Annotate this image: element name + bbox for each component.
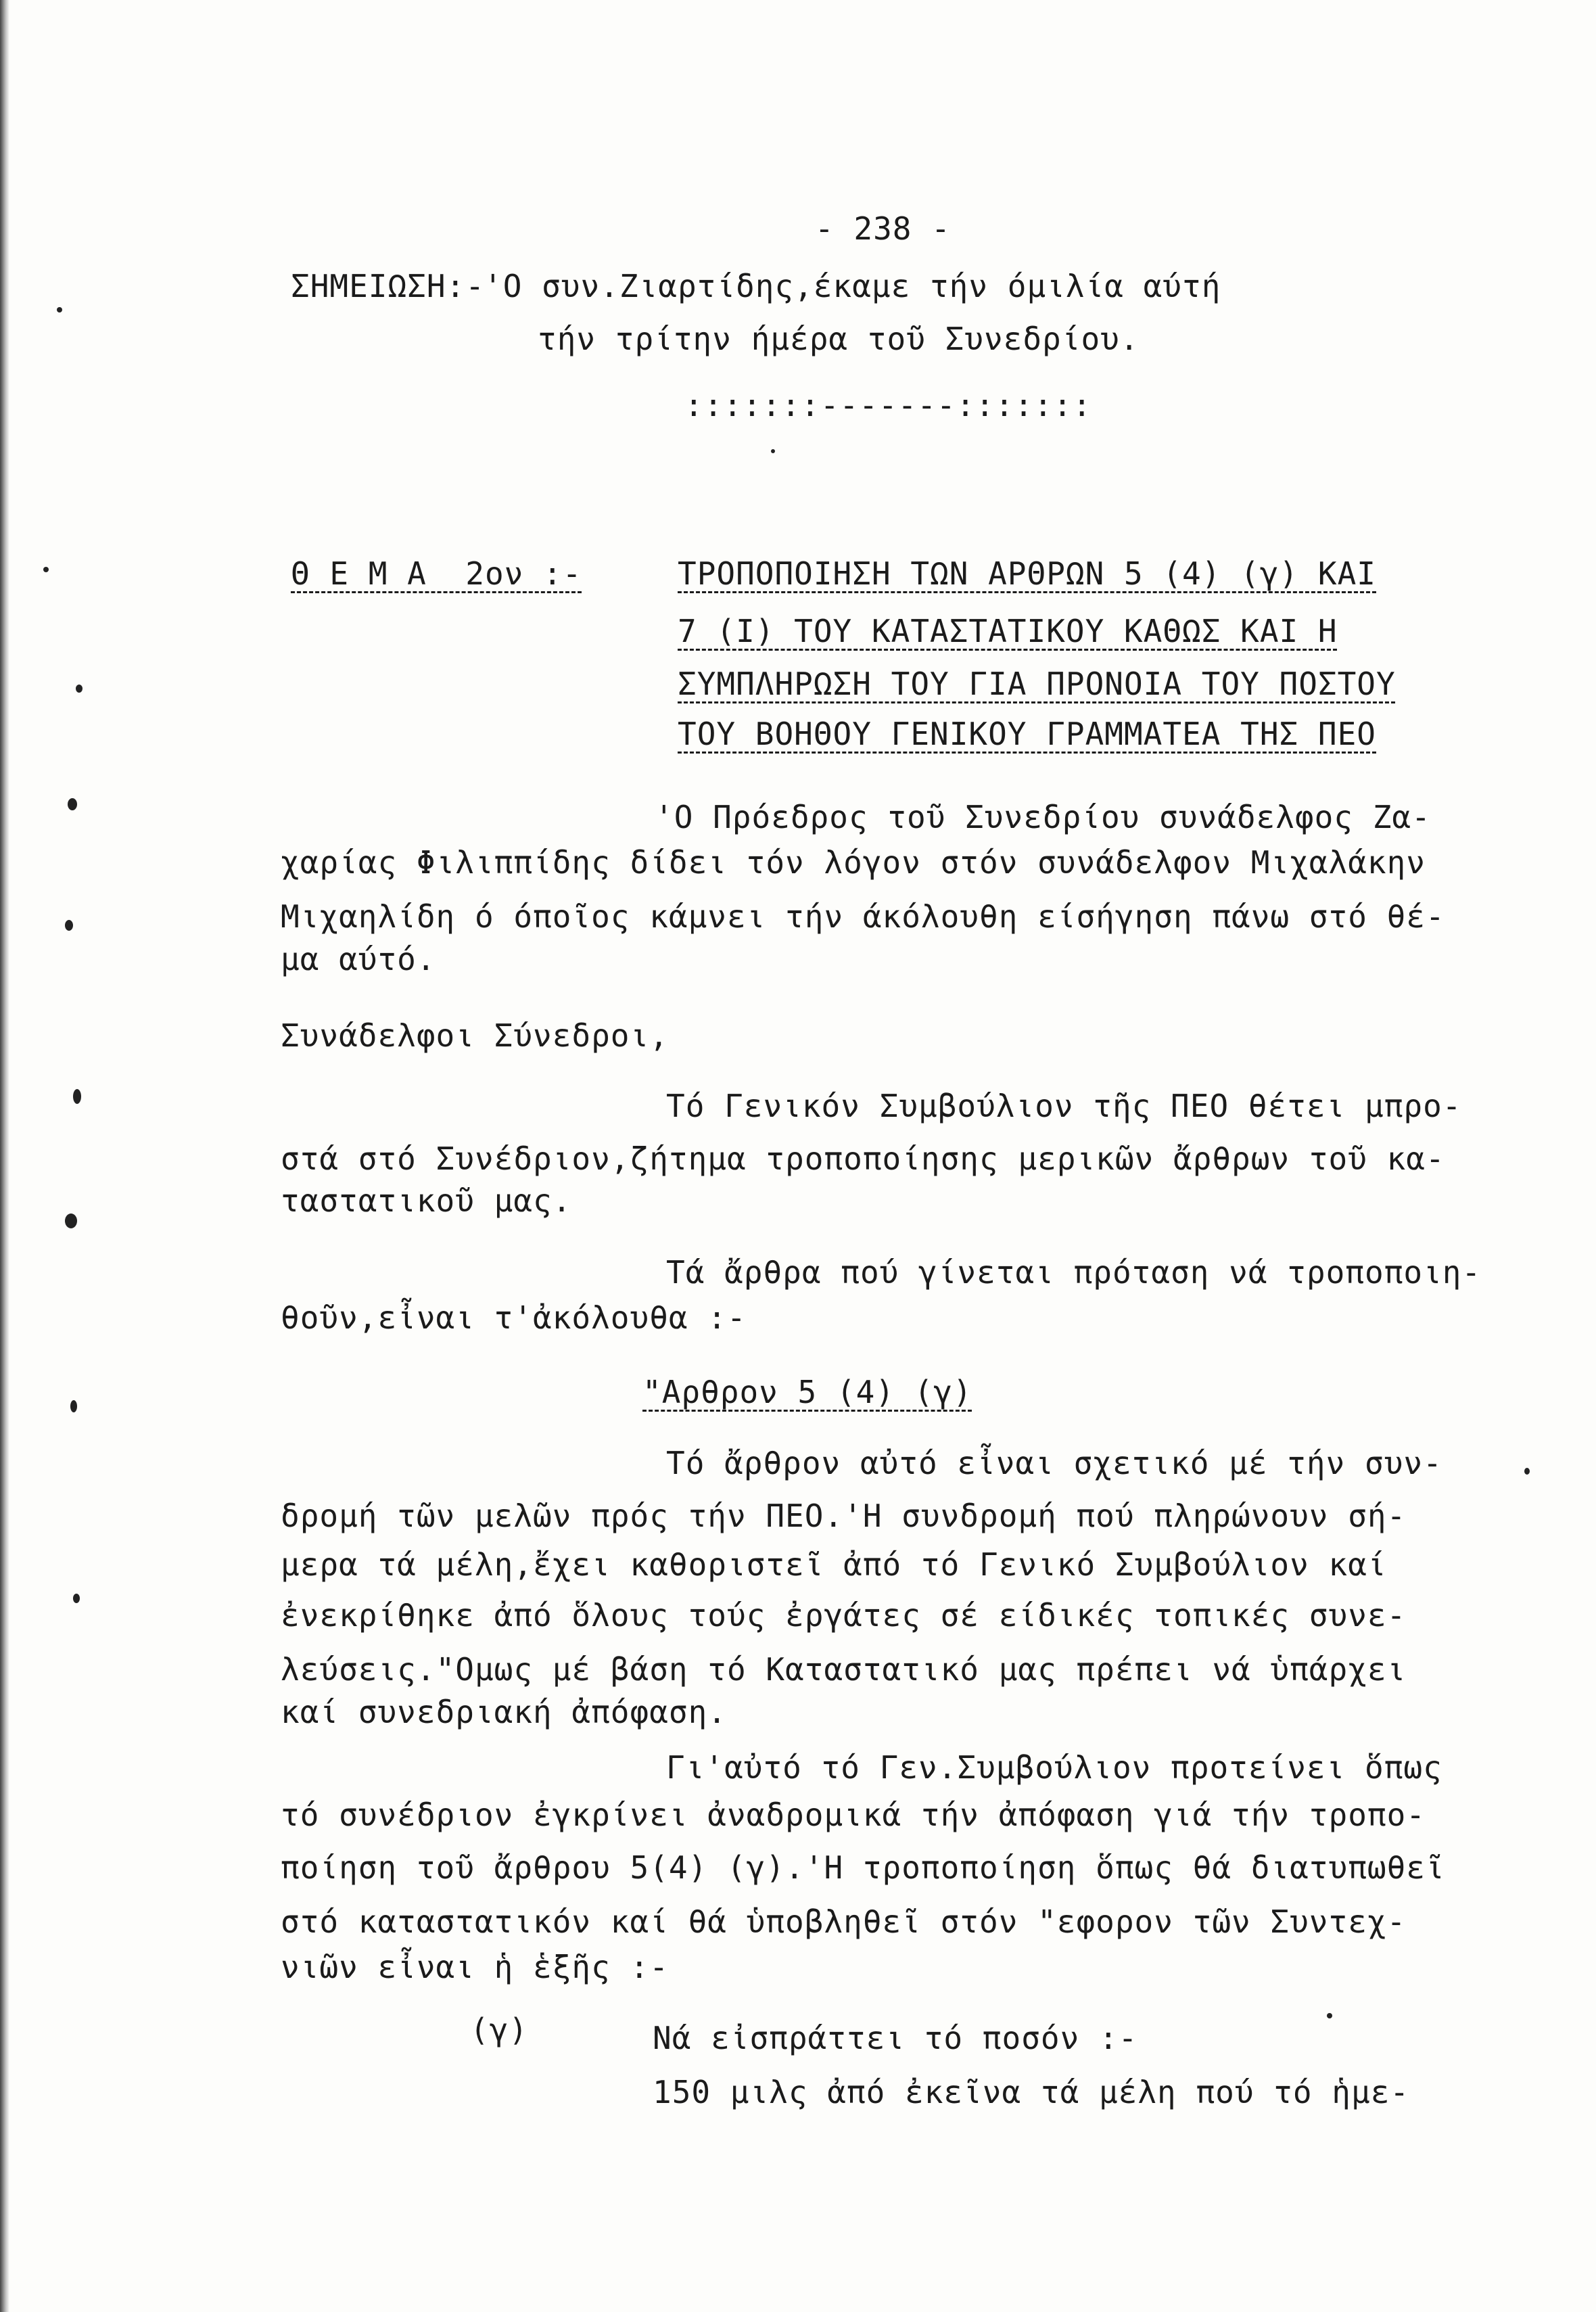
topic-title-line: ΣΥΜΠΛΗΡΩΣΗ ΤΟΥ ΓΙΑ ΠΡΟΝΟΙΑ ΤΟΥ ΠΟΣΤΟΥ xyxy=(678,666,1396,702)
scan-speck xyxy=(1327,2013,1332,2018)
note-label: ΣΗΜΕΙΩΣΗ:- xyxy=(291,268,485,304)
scan-speck xyxy=(65,920,73,931)
paragraph-line: νιῶν εἶναι ἡ ἑξῆς :- xyxy=(281,1949,669,1985)
article-heading: "Αρθρον 5 (4) (γ) xyxy=(642,1374,972,1410)
paragraph-line: λεύσεις."Ομως μέ βάση τό Καταστατικό μας πρέπει νά ὑπάρχει xyxy=(281,1651,1407,1688)
paragraph-line: ποίηση τοῦ ἄρθρου 5(4) (γ).'Η τροποποίηση ὅπως θά διατυπωθεῖ xyxy=(281,1849,1445,1886)
note-text-line: τήν τρίτην ήμέρα τοῦ Συνεδρίου. xyxy=(538,321,1140,357)
topic-title-line: ΤΟΥ ΒΟΗΘΟΥ ΓΕΝΙΚΟΥ ΓΡΑΜΜΑΤΕΑ ΤΗΣ ΠΕΟ xyxy=(678,716,1376,752)
scan-speck xyxy=(771,449,775,453)
scan-speck xyxy=(73,1089,81,1104)
paragraph-line: τό συνέδριον ἐγκρίνει ἀναδρομικά τήν ἀπόφαση γιά τήν τροπο- xyxy=(281,1797,1426,1833)
paragraph-line: καί συνεδριακή ἀπόφαση. xyxy=(281,1694,727,1730)
clause-line: 150 μιλς ἀπό ἐκεῖνα τά μέλη πού τό ἡμε- xyxy=(653,2074,1410,2110)
paragraph-line: Τό ἄρθρον αὐτό εἶναι σχετικό μέ τήν συν- xyxy=(666,1445,1442,1481)
scan-speck xyxy=(76,685,83,693)
scan-speck xyxy=(68,798,77,810)
paragraph-line: ἐνεκρίθηκε ἀπό ὅλους τούς ἐργάτες σέ είδικές τοπικές συνε- xyxy=(281,1597,1407,1634)
scan-speck xyxy=(70,1400,77,1412)
paragraph-line: μερα τά μέλη,ἔχει καθοριστεῖ ἀπό τό Γενικό Συμβούλιον καί xyxy=(281,1546,1387,1583)
note-text-line: 'Ο συν.Ζιαρτίδης,έκαμε τήν όμιλία αύτή xyxy=(484,268,1221,304)
paragraph-line: θοῦν,εἶναι τ'ἀκόλουθα :- xyxy=(281,1299,747,1336)
paragraph-line: Τό Γενικόν Συμβούλιον τῆς ΠΕΟ θέτει μπρο- xyxy=(666,1088,1462,1124)
paragraph-line: Γι'αὐτό τό Γεν.Συμβούλιον προτείνει ὅπως xyxy=(666,1749,1442,1786)
page-number: - 238 - xyxy=(815,210,951,247)
paragraph-line: δρομή τῶν μελῶν πρός τήν ΠΕΟ.'Η συνδρομή πού πληρώνουν σή- xyxy=(281,1498,1407,1534)
topic-label: Θ Ε Μ Α 2ον :- xyxy=(291,555,582,592)
clause-marker: (γ) xyxy=(470,2012,529,2048)
paragraph-line: χαρίας Φιλιππίδης δίδει τόν λόγον στόν συνάδελφον Μιχαλάκην xyxy=(281,844,1426,881)
scan-speck xyxy=(57,307,62,313)
topic-title-line: 7 (Ι) ΤΟΥ ΚΑΤΑΣΤΑΤΙΚΟΥ ΚΑΘΩΣ ΚΑΙ Η xyxy=(678,613,1338,649)
scan-speck xyxy=(73,1594,80,1603)
paragraph-line: μα αύτό. xyxy=(281,941,436,977)
paragraph-line: Μιχαηλίδη ό όποῖος κάμνει τήν άκόλουθη είσήγηση πάνω στό θέ- xyxy=(281,898,1445,935)
separator: :::::::-------::::::: xyxy=(684,387,1092,423)
scan-speck xyxy=(1524,1468,1530,1475)
clause-line: Νά εἰσπράττει τό ποσόν :- xyxy=(653,2020,1138,2056)
paragraph-line: 'Ο Πρόεδρος τοῦ Συνεδρίου συνάδελφος Ζα- xyxy=(655,799,1431,835)
paragraph-line: ταστατικοῦ μας. xyxy=(281,1182,572,1219)
paragraph-line: Τά ἄρθρα πού γίνεται πρόταση νά τροποποιη- xyxy=(666,1254,1482,1291)
scan-edge-shadow xyxy=(0,0,9,2312)
paragraph-line: στά στό Συνέδριον,ζήτημα τροποποίησης μερικῶν ἄρθρων τοῦ κα- xyxy=(281,1140,1445,1177)
paragraph-line: στό καταστατικόν καί θά ὑποβληθεῖ στόν "εφορον τῶν Συντεχ- xyxy=(281,1903,1407,1940)
scan-speck xyxy=(43,567,49,572)
topic-title-line: ΤΡΟΠΟΠΟΙΗΣΗ ΤΩΝ ΑΡΘΡΩΝ 5 (4) (γ) ΚΑΙ xyxy=(678,555,1376,592)
scan-speck xyxy=(65,1213,77,1228)
salutation: Συνάδελφοι Σύνεδροι, xyxy=(281,1017,669,1054)
